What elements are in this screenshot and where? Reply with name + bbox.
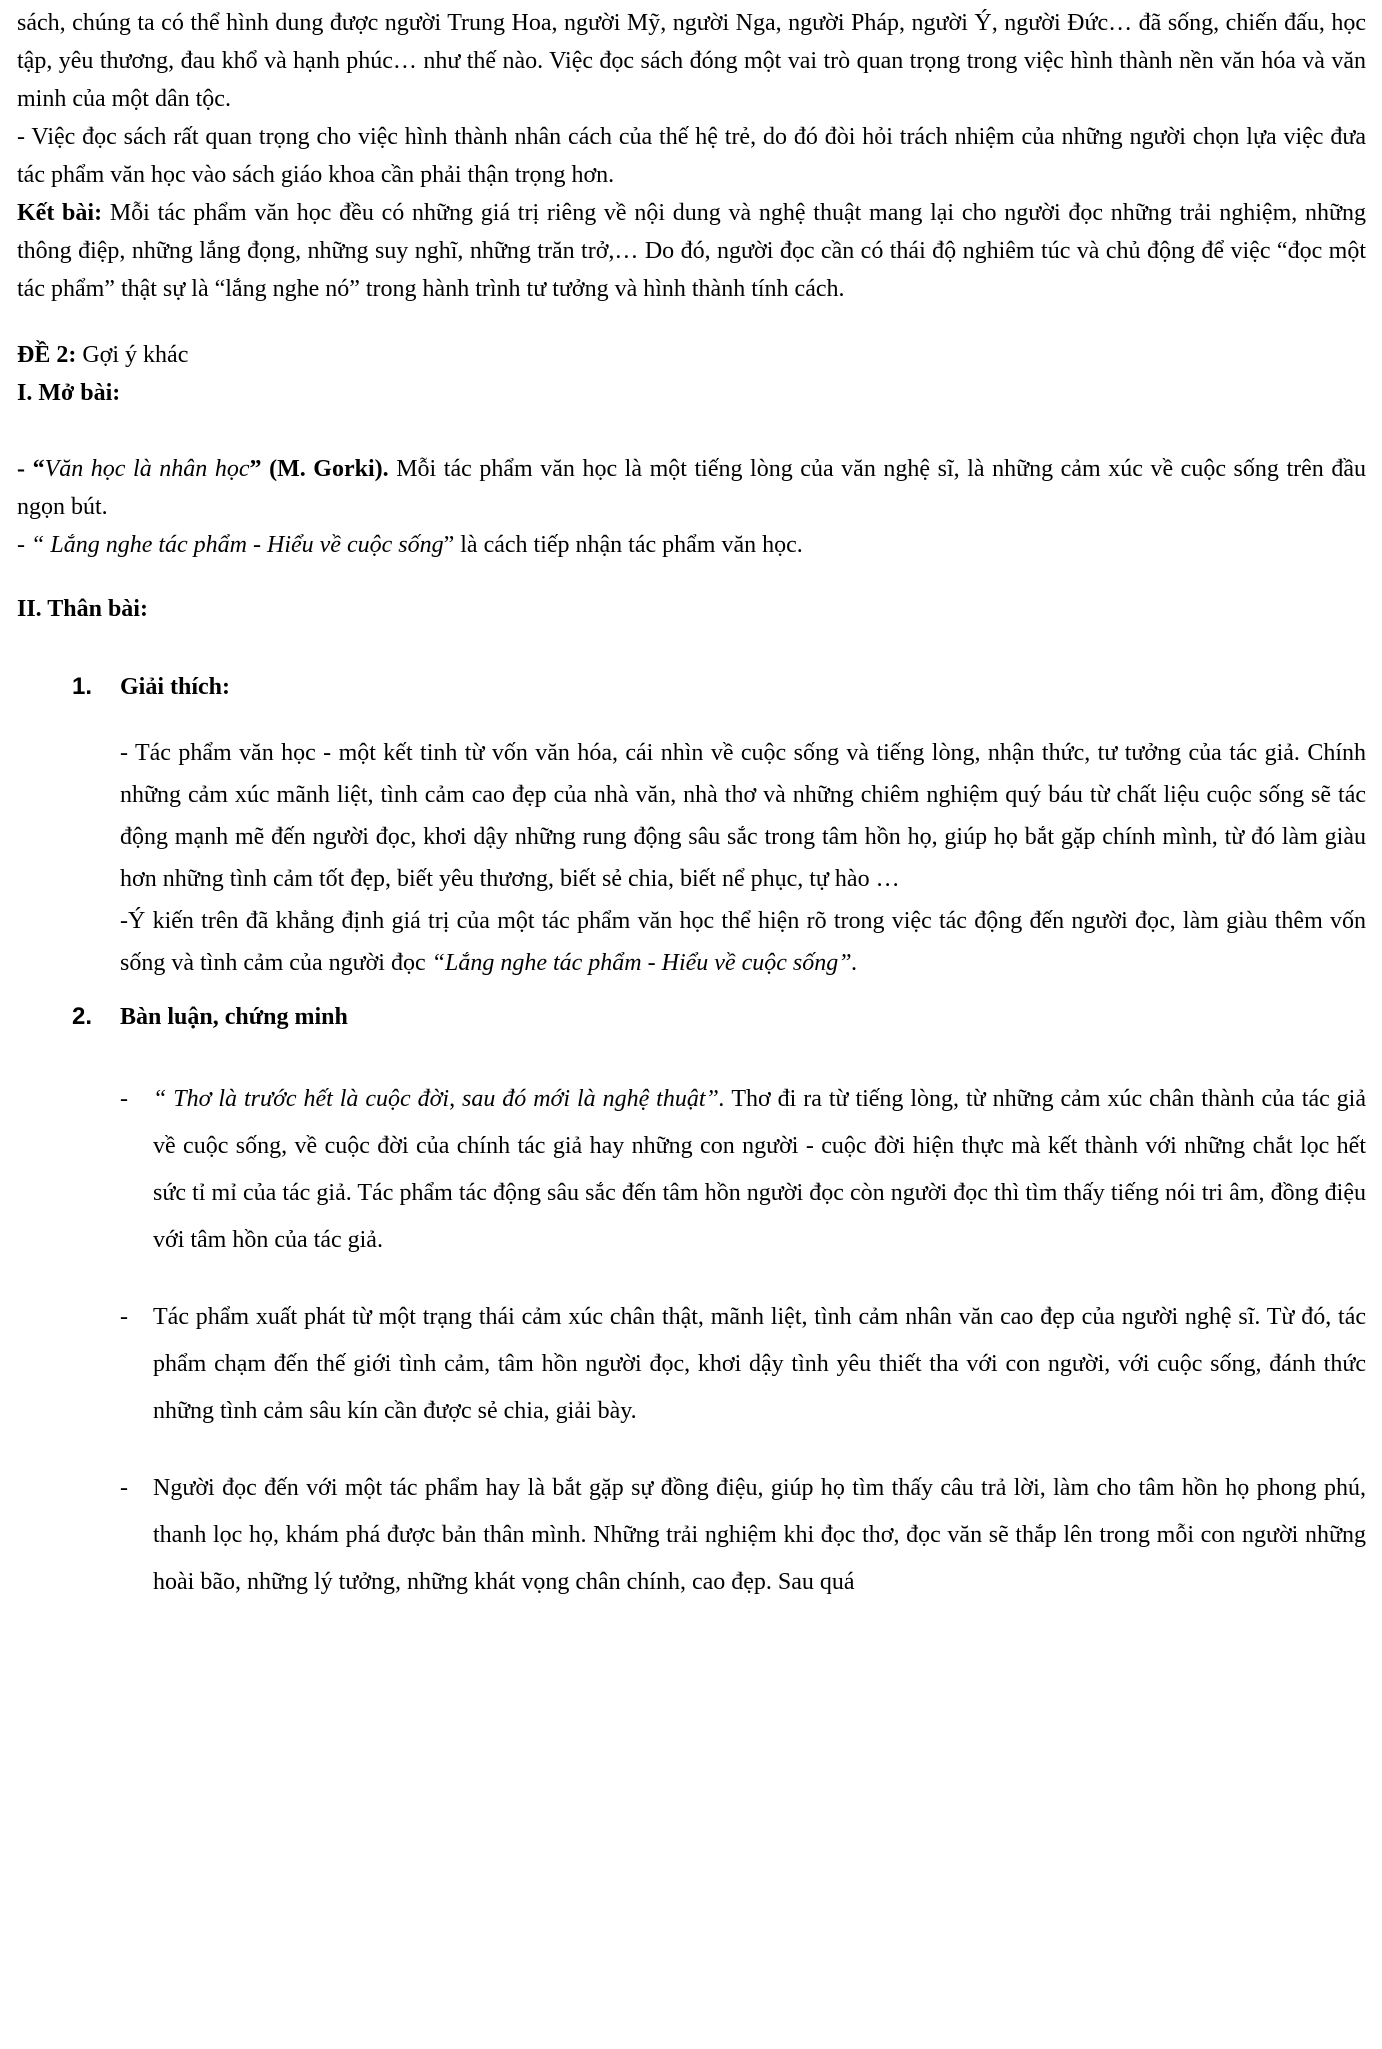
ban-luan-list <box>17 1076 1366 1606</box>
list-item <box>17 1076 1366 1264</box>
than-bai-heading: II. Thân bài: <box>17 596 148 622</box>
section-2-heading <box>72 998 1366 1036</box>
gorki-attribution: ” (M. Gorki). <box>249 456 389 482</box>
section-1-heading <box>72 668 1366 706</box>
de2-label: ĐỀ 2: <box>17 342 77 368</box>
y-kien-paragraph <box>120 900 1366 984</box>
section-2-number: 2. <box>72 1003 93 1030</box>
lang-nghe-paragraph-text: ” là cách tiếp nhận tác phẩm văn học. <box>443 532 803 558</box>
quote-prefix: - <box>17 532 31 558</box>
list-item-text: Người đọc đến với một tác phẩm hay là bắt gặp sự đồng điệu, giúp họ tìm thấy câu trả lời, làm cho tâm hồn họ phong phú, thanh lọc họ, khám phá được bản thân mình. Những trải nghiệm khi đọc thơ, đọc văn sẽ thắp lên trong mỗi con người những hoài bão, những lý tưởng, những khát vọng chân chính, cao đẹp. Sau quá <box>153 1475 1366 1595</box>
gorki-quote-text: Văn học là nhân học <box>44 456 250 482</box>
lang-nghe-quote-text: “ Lắng nghe tác phẩm - Hiểu về cuộc sống <box>31 532 444 558</box>
reading-importance-paragraph: - Việc đọc sách rất quan trọng cho việc hình thành nhân cách của thế hệ trẻ, do đó đòi hỏi trách nhiệm của những người chọn lựa việc đưa tác phẩm văn học vào sách giáo khoa cần phải thận trọng hơn. <box>17 124 1366 188</box>
de2-title: Gợi ý khác <box>76 342 189 368</box>
de2-heading <box>17 336 1366 374</box>
list-item <box>17 1465 1366 1606</box>
tho-quote-text: “ Thơ là trước hết là cuộc đời, sau đó mới là nghệ thuật”. <box>153 1086 725 1112</box>
conclusion-paragraph <box>17 194 1366 308</box>
gorki-quote-paragraph <box>17 450 1366 526</box>
conclusion-text: Mỗi tác phẩm văn học đều có những giá trị riêng về nội dung và nghệ thuật mang lại cho người đọc những trải nghiệm, những thông điệp, những lắng đọng, những suy nghĩ, những trăn trở,… Do đó, người đọc cần có thái độ nghiêm túc và chủ động để việc “đọc một tác phẩm” thật sự là “lắng nghe nó” trong hành trình tư tưởng và hình thành tính cách. <box>17 200 1366 302</box>
list-item <box>17 1294 1366 1435</box>
list-item-text: Tác phẩm xuất phát từ một trạng thái cảm xúc chân thật, mãnh liệt, tình cảm nhân văn cao đẹp của người nghệ sĩ. Từ đó, tác phẩm chạm đến thế giới tình cảm, tâm hồn người đọc, khơi dậy tình yêu thiết tha với con người, với cuộc sống, đánh thức những tình cảm sâu kín cần được sẻ chia, giải bày. <box>153 1304 1366 1424</box>
dash-marker: - <box>120 1304 128 1330</box>
section-2-title: Bàn luận, chứng minh <box>120 1004 348 1030</box>
conclusion-label: Kết bài: <box>17 200 103 226</box>
dash-marker: - <box>120 1086 128 1112</box>
quote-prefix: - “ <box>17 456 45 482</box>
dash-marker: - <box>120 1475 128 1501</box>
intro-paragraph: sách, chúng ta có thể hình dung được người Trung Hoa, người Mỹ, người Nga, người Pháp, người Ý, người Đức… đã sống, chiến đấu, học tập, yêu thương, đau khổ và hạnh phúc… như thế nào. Việc đọc sách đóng một vai trò quan trọng trong việc hình thành nền văn hóa và văn minh của một dân tộc. <box>17 10 1366 112</box>
section-1-number: 1. <box>72 673 93 700</box>
y-kien-quote-text: “Lắng nghe tác phẩm - Hiểu về cuộc sống”. <box>431 950 858 976</box>
gorki-paragraph-text: Mỗi tác phẩm văn học là một tiếng lòng của văn nghệ sĩ, là những cảm xúc về cuộc sống trên đầu ngọn bút. <box>17 456 1367 520</box>
y-kien-text: -Ý kiến trên đã khẳng định giá trị của một tác phẩm văn học thể hiện rõ trong việc tác động đến người đọc, làm giàu thêm vốn sống và tình cảm của người đọc <box>120 908 1366 976</box>
lang-nghe-quote-paragraph <box>17 526 1366 564</box>
mo-bai-heading: I. Mở bài: <box>17 380 121 406</box>
section-1-title: Giải thích: <box>120 674 231 700</box>
giai-thich-paragraph: - Tác phẩm văn học - một kết tinh từ vốn văn hóa, cái nhìn về cuộc sống và tiếng lòng, nhận thức, tư tưởng của tác giả. Chính những cảm xúc mãnh liệt, tình cảm cao đẹp của nhà văn, nhà thơ và những chiêm nghiệm quý báu từ chất liệu cuộc sống sẽ tác động mạnh mẽ đến người đọc, khơi dậy những rung động sâu sắc trong tâm hồn họ, giúp họ bắt gặp chính mình, từ đó làm giàu hơn những tình cảm tốt đẹp, biết yêu thương, biết sẻ chia, biết nể phục, tự hào … <box>120 740 1366 892</box>
list-item-text: Thơ đi ra từ tiếng lòng, từ những cảm xúc chân thành của tác giả về cuộc sống, về cuộc đời của chính tác giả hay những con người - cuộc đời hiện thực mà kết thành với những chắt lọc hết sức tỉ mỉ của tác giả. Tác phẩm tác động sâu sắc đến tâm hồn người đọc còn người đọc thì tìm thấy tiếng nói tri âm, đồng điệu với tâm hồn của tác giả. <box>153 1086 1366 1253</box>
